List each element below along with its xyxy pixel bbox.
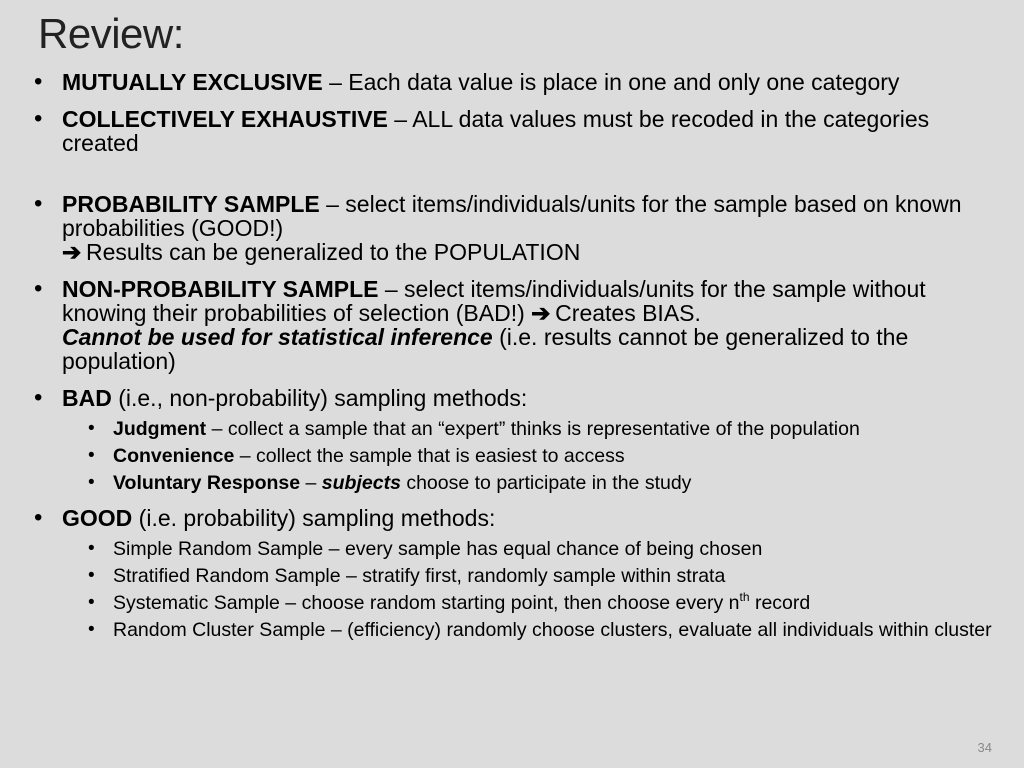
bullet-text: – ALL data values must be recoded in the categories created <box>62 106 930 156</box>
bullet-list <box>34 70 1004 653</box>
list-item <box>34 539 1004 559</box>
good-methods-list <box>34 539 1004 640</box>
item-text: – collect the sample that is easiest to access <box>234 445 625 467</box>
item-text-pre: – <box>300 472 322 494</box>
bullet-probability-sample <box>34 192 1004 264</box>
list-item <box>34 446 1004 466</box>
right-arrow-icon: ➔ <box>62 239 82 265</box>
slide-title: Review: <box>38 10 184 57</box>
keyword: NON-PROBABILITY SAMPLE <box>62 276 379 302</box>
bullet-non-probability-sample <box>34 277 1004 373</box>
bullet-text: – select items/individuals/units for the sample without knowing their probabilities of selection (BAD!) <box>62 276 926 326</box>
keyword: PROBABILITY SAMPLE <box>62 191 320 217</box>
bad-methods-list <box>34 419 1004 493</box>
bullet-good-methods <box>34 506 1004 640</box>
list-item <box>34 590 1004 614</box>
bullet-collectively-exhaustive <box>34 107 1004 155</box>
list-item <box>34 419 1004 439</box>
keyword: MUTUALLY EXCLUSIVE <box>62 69 323 95</box>
bullet-bad-methods <box>34 386 1004 493</box>
keyword: Convenience <box>113 445 235 467</box>
list-item <box>34 566 1004 586</box>
page-number: 34 <box>977 740 992 755</box>
keyword: Judgment <box>113 418 207 440</box>
keyword: GOOD <box>62 505 133 531</box>
keyword: Voluntary Response <box>113 472 301 494</box>
emphasis-text: subjects <box>321 472 401 494</box>
item-text: – collect a sample that an “expert” thinks is representative of the population <box>206 418 860 440</box>
item-text: Simple Random Sample – every sample has equal chance of being chosen <box>113 538 763 560</box>
list-item <box>34 620 1004 640</box>
bullet-text: (i.e., non-probability) sampling methods: <box>111 385 528 411</box>
bullet-text: – select items/individuals/units for the sample based on known probabilities (GOOD!) <box>62 191 962 241</box>
arrow-text: Creates BIAS. <box>555 300 701 326</box>
item-text: Stratified Random Sample – stratify first, randomly sample within strata <box>113 565 726 587</box>
item-text-tail: record <box>749 592 811 614</box>
emphasis-text: Cannot be used for statistical inference <box>62 324 493 350</box>
bullet-text: – Each data value is place in one and only one category <box>322 69 900 95</box>
bullet-text: (i.e. probability) sampling methods: <box>132 505 496 531</box>
item-text: Systematic Sample – choose random starting point, then choose every n <box>113 592 740 614</box>
right-arrow-icon: ➔ <box>531 300 551 326</box>
keyword: BAD <box>62 385 112 411</box>
item-text: Random Cluster Sample – (efficiency) randomly choose clusters, evaluate all individuals within cluster <box>113 619 992 641</box>
bullet-text-tail: (i.e. results cannot be generalized to the population) <box>62 324 909 374</box>
bullet-mutually-exclusive <box>34 70 1004 94</box>
list-item <box>34 473 1004 493</box>
item-text: choose to participate in the study <box>400 472 692 494</box>
arrow-text: Results can be generalized to the POPULATION <box>86 239 581 265</box>
keyword: COLLECTIVELY EXHAUSTIVE <box>62 106 388 132</box>
superscript: th <box>739 590 750 604</box>
